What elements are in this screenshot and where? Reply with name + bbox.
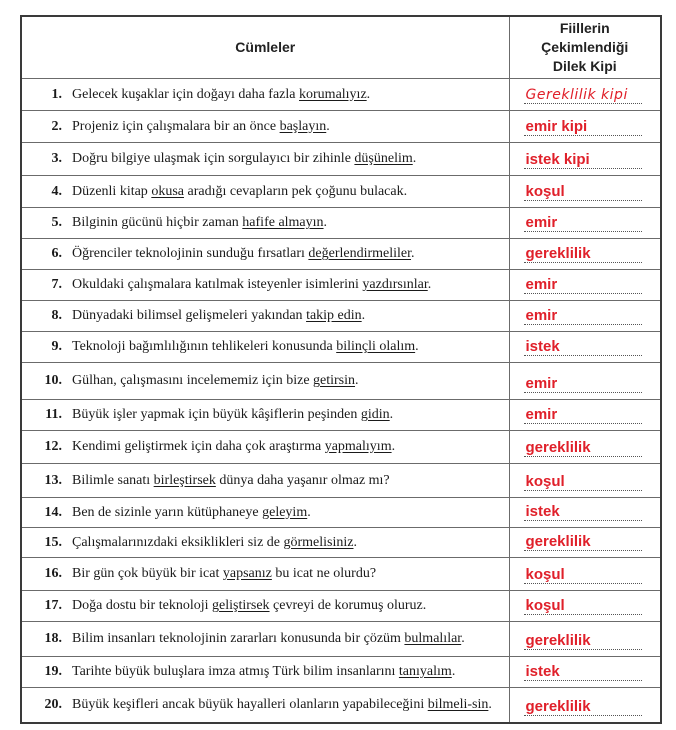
sentence-text-after-verb: . <box>488 697 492 713</box>
sentence-cell <box>21 362 509 399</box>
sentence-text-before-verb: Tarihte büyük buluşlara imza atmış Türk bilim insanlarını <box>72 664 399 679</box>
sentence-text-before-verb: Bilim insanları teknolojinin zararları konusunda bir çözüm <box>72 631 405 646</box>
sentence-text-after-verb: . <box>366 86 371 102</box>
sentence-number: 16. <box>44 566 62 581</box>
answer-cell <box>509 269 661 300</box>
sentence-text-after-verb: dünya daha yaşanır olmaz mı? <box>215 472 390 488</box>
mood-answer[interactable]: istek kipi <box>524 152 643 169</box>
mood-answer[interactable]: koşul <box>524 567 643 584</box>
underlined-verb: hafife almayın <box>242 215 324 230</box>
underlined-verb: başlayın <box>279 118 327 134</box>
sentence-cell <box>21 430 509 463</box>
underlined-verb: değerlendirmeliler <box>308 246 412 261</box>
sentence-cell <box>21 656 509 687</box>
sentence-number: 10. <box>44 373 62 388</box>
answer-cell <box>509 207 661 238</box>
sentence-rows <box>21 78 661 723</box>
sentence-text-after-verb: . <box>353 534 357 550</box>
mood-column-header <box>509 16 661 78</box>
sentence-text-after-verb: . <box>391 439 396 454</box>
underlined-verb: birleştirsek <box>153 472 216 488</box>
sentence-text-before-verb: Gelecek kuşaklar için doğayı daha fazla <box>72 86 300 102</box>
table-row <box>21 142 661 175</box>
table-row <box>21 687 661 723</box>
sentence-text <box>72 372 503 389</box>
sentence-number: 14. <box>44 504 62 520</box>
sentence-cell <box>21 621 509 656</box>
sentence-cell <box>21 207 509 238</box>
answer-cell <box>509 527 661 557</box>
table-header-row <box>21 16 661 78</box>
underlined-verb: takip edin <box>306 308 362 323</box>
sentence-cell <box>21 399 509 430</box>
sentence-text <box>72 504 503 521</box>
sentence-text-before-verb: Gülhan, çalışmasını incelememiz için bize <box>72 373 314 388</box>
sentence-text <box>72 150 503 167</box>
sentence-cell <box>21 527 509 557</box>
answer-cell <box>509 463 661 497</box>
sentence-cell <box>21 300 509 331</box>
sentence-number: 6. <box>51 246 62 261</box>
mood-answer[interactable]: emir kipi <box>524 119 643 136</box>
sentence-text-after-verb: . <box>355 373 359 388</box>
answer-cell <box>509 362 661 399</box>
sentence-text-after-verb: bu icat ne olurdu? <box>271 566 377 581</box>
sentence-cell <box>21 463 509 497</box>
sentence-number: 9. <box>51 339 62 354</box>
mood-answer[interactable]: gereklilik <box>524 440 643 457</box>
sentence <box>22 118 509 135</box>
mood-answer[interactable]: gereklilik <box>524 246 643 263</box>
sentence <box>22 696 509 713</box>
sentence-text-before-verb: Öğrenciler teknolojinin sunduğu fırsatları <box>72 246 309 261</box>
sentence-text <box>72 86 503 103</box>
table-row <box>21 527 661 557</box>
table-row <box>21 331 661 362</box>
sentence-number: 18. <box>44 631 62 646</box>
underlined-verb: yapsanız <box>222 566 272 581</box>
sentence-number: 3. <box>51 151 62 166</box>
sentence-text-before-verb: Bilimle sanatı <box>72 472 154 488</box>
underlined-verb: bulmalılar <box>404 631 462 646</box>
sentence-text-after-verb: . <box>307 504 311 520</box>
sentences-column-header: Cümleler <box>21 16 509 78</box>
answer-cell <box>509 300 661 331</box>
sentence-text-before-verb: Ben de sizinle yarın kütüphaneye <box>72 504 263 520</box>
mood-answer[interactable]: istek <box>524 339 643 356</box>
mood-answer[interactable]: emir <box>524 277 643 294</box>
underlined-verb: yapmalıyım <box>324 439 392 454</box>
table-row <box>21 399 661 430</box>
underlined-verb: getirsin <box>313 373 356 388</box>
sentence-number: 17. <box>44 598 62 613</box>
sentence-cell <box>21 497 509 527</box>
sentence-cell <box>21 110 509 142</box>
sentence-number: 15. <box>44 534 62 550</box>
table-row <box>21 362 661 399</box>
answer-cell <box>509 238 661 269</box>
sentence-number: 2. <box>51 118 62 134</box>
sentence-number: 13. <box>44 472 62 488</box>
sentence <box>22 372 509 389</box>
mood-answer[interactable]: koşul <box>524 474 643 491</box>
mood-answer[interactable]: istek <box>524 504 643 521</box>
sentence-text-after-verb: . <box>411 246 415 261</box>
answer-cell <box>509 656 661 687</box>
sentence-text-after-verb: . <box>326 118 330 134</box>
sentence-number: 8. <box>51 308 62 323</box>
table-row <box>21 175 661 207</box>
sentence-cell <box>21 269 509 300</box>
sentence-text <box>72 663 503 680</box>
sentence-text-after-verb: aradığı cevapların pek çoğunu bulacak. <box>183 183 408 199</box>
sentence-number: 7. <box>51 277 62 292</box>
underlined-verb: gidin <box>360 407 390 422</box>
sentence-text <box>72 438 503 455</box>
mood-header-line-1: Fiillerin <box>559 19 610 36</box>
underlined-verb: korumalıyız <box>299 86 367 102</box>
table-row <box>21 621 661 656</box>
sentence-text-after-verb: . <box>461 631 465 646</box>
sentence-cell <box>21 238 509 269</box>
sentence-number: 20. <box>44 697 62 713</box>
underlined-verb: düşünelim <box>354 151 413 166</box>
sentence-text-before-verb: Büyük keşifleri ancak büyük hayalleri olanların yapabileceğini <box>72 697 428 713</box>
sentence-text-before-verb: Bir gün çok büyük bir icat <box>72 566 223 581</box>
sentence-text-after-verb: . <box>323 215 328 230</box>
answer-cell <box>509 142 661 175</box>
underlined-verb: bilinçli olalım <box>336 339 416 354</box>
table-row <box>21 557 661 590</box>
sentence-text <box>72 338 503 355</box>
sentence <box>22 565 509 582</box>
sentence-number: 19. <box>44 664 62 679</box>
sentence-cell <box>21 590 509 621</box>
underlined-verb: okusa <box>151 183 184 199</box>
mood-answer[interactable]: emir <box>524 376 643 393</box>
mood-worksheet-table <box>20 15 662 724</box>
sentence-text-after-verb: . <box>427 277 432 292</box>
sentence-text-before-verb: Doğa dostu bir teknoloji <box>72 598 212 613</box>
sentence <box>22 504 509 521</box>
table-row <box>21 430 661 463</box>
sentence-number: 12. <box>44 439 62 454</box>
underlined-verb: görmelisiniz <box>283 534 354 550</box>
answer-cell <box>509 497 661 527</box>
underlined-verb: yazdırsınlar <box>362 277 428 292</box>
table-row <box>21 269 661 300</box>
mood-answer[interactable]: Gereklilik kipi <box>524 87 643 104</box>
sentence-text-after-verb: . <box>415 339 419 354</box>
answer-cell <box>509 590 661 621</box>
table-row <box>21 78 661 110</box>
underlined-verb: geleyim <box>262 504 308 520</box>
sentence-text-after-verb: . <box>412 151 417 166</box>
sentence <box>22 472 509 489</box>
sentence <box>22 86 509 103</box>
sentence <box>22 276 509 293</box>
sentence-cell <box>21 78 509 110</box>
mood-answer[interactable]: koşul <box>524 184 643 201</box>
sentence-text-before-verb: Düzenli kitap <box>72 183 152 199</box>
sentence-text <box>72 406 503 423</box>
sentence-text <box>72 276 503 293</box>
sentence <box>22 663 509 680</box>
mood-header-line-3: Dilek Kipi <box>552 57 617 74</box>
mood-answer[interactable]: gereklilik <box>524 633 643 650</box>
sentence-text <box>72 565 503 582</box>
sentence-number: 11. <box>45 407 62 422</box>
sentence-text-after-verb: çevreyi de korumuş oluruz. <box>269 598 427 613</box>
answer-cell <box>509 175 661 207</box>
sentence <box>22 183 509 200</box>
underlined-verb: bilmeli-sin <box>427 697 489 713</box>
sentence-text <box>72 696 503 713</box>
answer-cell <box>509 621 661 656</box>
mood-answer[interactable]: gereklilik <box>524 699 643 716</box>
sentence-text-before-verb: Çalışmalarınızdaki eksiklikleri siz de <box>72 534 284 550</box>
sentence-text-before-verb: Dünyadaki bilimsel gelişmeleri yakından <box>72 308 307 323</box>
sentence <box>22 338 509 355</box>
sentence-text <box>72 630 503 647</box>
underlined-verb: geliştirsek <box>212 598 270 613</box>
sentence-text <box>72 472 503 489</box>
sentence <box>22 534 509 551</box>
answer-cell <box>509 430 661 463</box>
sentence-text-after-verb: . <box>361 308 366 323</box>
sentence-number: 5. <box>51 215 62 230</box>
sentence-text <box>72 118 503 135</box>
mood-header-line-2: Çekimlendiği <box>541 38 629 55</box>
table-row <box>21 238 661 269</box>
sentence <box>22 597 509 614</box>
sentence <box>22 406 509 423</box>
sentence-number: 1. <box>51 86 62 102</box>
sentence-text <box>72 597 503 614</box>
table-row <box>21 590 661 621</box>
sentence-text-before-verb: Bilginin gücünü hiçbir zaman <box>72 215 243 230</box>
sentence-text <box>72 183 503 200</box>
sentence-text-before-verb: Doğru bilgiye ulaşmak için sorgulayıcı bir zihinle <box>72 151 355 166</box>
mood-answer[interactable]: emir <box>524 407 643 424</box>
table-row <box>21 497 661 527</box>
sentence <box>22 245 509 262</box>
sentence-text-before-verb: Projeniz için çalışmalara bir an önce <box>72 118 280 134</box>
table-row <box>21 300 661 331</box>
underlined-verb: tanıyalım <box>398 664 452 679</box>
table-row <box>21 463 661 497</box>
sentence-cell <box>21 687 509 723</box>
sentence-text-after-verb: . <box>389 407 394 422</box>
mood-answer[interactable]: koşul <box>524 598 643 615</box>
sentence-text <box>72 245 503 262</box>
sentence-cell <box>21 175 509 207</box>
table-row <box>21 656 661 687</box>
answer-cell <box>509 110 661 142</box>
sentence-text-before-verb: Okuldaki çalışmalara katılmak isteyenler isimlerini <box>72 277 363 292</box>
table-row <box>21 110 661 142</box>
sentence-text-before-verb: Kendimi geliştirmek için daha çok araştırma <box>72 439 325 454</box>
sentence-cell <box>21 557 509 590</box>
sentence <box>22 630 509 647</box>
answer-cell <box>509 78 661 110</box>
sentence <box>22 214 509 231</box>
mood-answer[interactable]: gereklilik <box>524 534 643 551</box>
sentence-cell <box>21 142 509 175</box>
sentence-text <box>72 214 503 231</box>
sentence-text-after-verb: . <box>451 664 456 679</box>
table-row <box>21 207 661 238</box>
sentence-text-before-verb: Büyük işler yapmak için büyük kâşiflerin peşinden <box>72 407 361 422</box>
mood-answer[interactable]: emir <box>524 215 643 232</box>
sentence-text-before-verb: Teknoloji bağımlılığının tehlikeleri konusunda <box>72 339 337 354</box>
answer-cell <box>509 557 661 590</box>
mood-answer[interactable]: emir <box>524 308 643 325</box>
sentence <box>22 150 509 167</box>
answer-cell <box>509 399 661 430</box>
sentence <box>22 307 509 324</box>
mood-answer[interactable]: istek <box>524 664 643 681</box>
sentence-number: 4. <box>51 183 62 199</box>
answer-cell <box>509 331 661 362</box>
sentence-text <box>72 534 503 551</box>
sentence-text <box>72 307 503 324</box>
sentence-cell <box>21 331 509 362</box>
sentence <box>22 438 509 455</box>
answer-cell <box>509 687 661 723</box>
